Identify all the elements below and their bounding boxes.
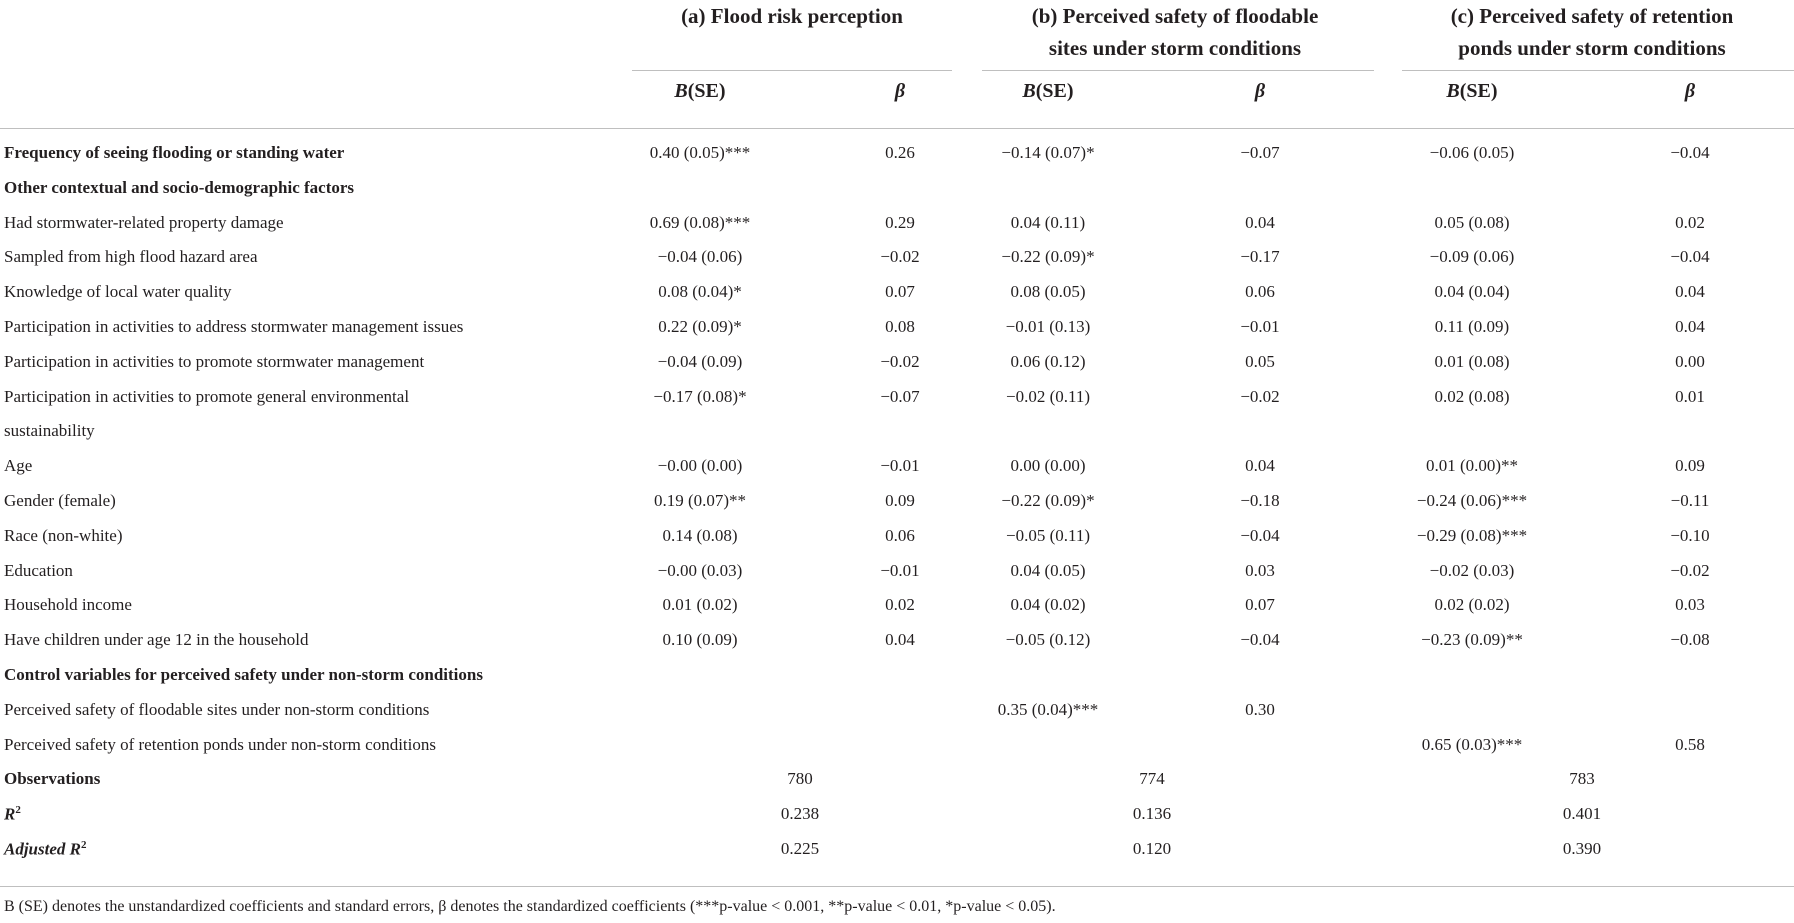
cell-c-coef: −0.09 (0.06) xyxy=(1429,247,1515,267)
cell-b-beta: 0.05 xyxy=(1245,351,1275,371)
row-label: Perceived safety of floodable sites under non-storm conditions xyxy=(4,699,430,719)
cell-b-beta: −0.07 xyxy=(1240,143,1280,162)
table-row xyxy=(0,450,1794,484)
group-header-b-line2: sites under storm conditions xyxy=(1048,36,1302,60)
cell-b-coef: −0.01 (0.13) xyxy=(1005,317,1091,336)
table-row xyxy=(0,624,1794,658)
cell-c-beta: −0.02 xyxy=(1670,560,1710,580)
row-label: Control variables for perceived safety under non-storm conditions xyxy=(4,665,483,684)
summary-row xyxy=(0,763,1794,797)
summary-b-value: 0.120 xyxy=(1132,839,1172,858)
subheader-b-c: B(SE) xyxy=(1446,80,1498,102)
cell-c-coef: −0.06 (0.05) xyxy=(1429,143,1515,162)
group-header-b-line1: (b) Perceived safety of floodable xyxy=(1031,4,1319,28)
summary-label xyxy=(4,839,87,860)
subheader-b-a: B(SE) xyxy=(674,80,726,102)
cell-c-beta: 0.01 xyxy=(1675,386,1705,406)
table-row xyxy=(0,694,1794,728)
cell-a-beta: 0.29 xyxy=(885,212,915,232)
summary-b-value: 0.136 xyxy=(1132,804,1172,824)
cell-b-coef: 0.04 (0.05) xyxy=(1010,560,1086,580)
cell-c-coef: −0.23 (0.09)** xyxy=(1421,630,1523,650)
cell-b-beta: 0.30 xyxy=(1245,699,1275,719)
cell-c-coef: 0.05 (0.08) xyxy=(1434,212,1510,232)
cell-c-beta: 0.03 xyxy=(1675,595,1705,615)
cell-b-coef: 0.08 (0.05) xyxy=(1010,282,1086,302)
summary-row xyxy=(0,833,1794,867)
row-label: Education xyxy=(4,560,73,580)
summary-b-value: 774 xyxy=(1139,769,1165,789)
table-row xyxy=(0,589,1794,623)
cell-b-beta: −0.04 xyxy=(1240,630,1280,650)
cell-c-beta: 0.00 xyxy=(1675,351,1705,371)
summary-a-value: 0.238 xyxy=(780,804,820,824)
subheader-beta-c: β xyxy=(1684,80,1696,102)
cell-c-beta: −0.10 xyxy=(1670,525,1710,545)
cell-a-beta: −0.01 xyxy=(880,456,920,476)
cell-a-coef: 0.22 (0.09)* xyxy=(658,317,742,336)
cell-a-coef: 0.19 (0.07)** xyxy=(653,491,747,510)
cell-b-coef: −0.14 (0.07)* xyxy=(1001,143,1095,162)
cell-a-coef: 0.14 (0.08) xyxy=(662,525,738,545)
table-bottom-rule xyxy=(0,886,1794,887)
table-row xyxy=(0,520,1794,554)
group-header-a-line1: (a) Flood risk perception xyxy=(681,4,903,28)
cell-c-coef: 0.11 (0.09) xyxy=(1434,317,1510,336)
summary-label-sup: 2 xyxy=(81,839,87,851)
cell-c-coef: 0.01 (0.00)** xyxy=(1425,456,1519,476)
subheader-b-b: B(SE) xyxy=(1022,80,1074,102)
cell-a-beta: 0.07 xyxy=(885,282,915,302)
cell-b-coef: −0.05 (0.11) xyxy=(1005,525,1091,545)
cell-b-coef: −0.22 (0.09)* xyxy=(1001,491,1095,510)
row-label: Participation in activities to address stormwater management issues xyxy=(4,317,464,336)
cell-c-beta: 0.58 xyxy=(1675,734,1705,754)
cell-b-coef: 0.06 (0.12) xyxy=(1010,351,1086,371)
cell-a-beta: 0.08 xyxy=(885,317,915,336)
cell-c-coef: 0.02 (0.08) xyxy=(1434,386,1510,406)
table-row xyxy=(0,241,1794,275)
table-row xyxy=(0,381,1794,415)
cell-c-coef: −0.02 (0.03) xyxy=(1429,560,1515,580)
table-row xyxy=(0,415,1794,449)
cell-b-beta: −0.04 xyxy=(1240,525,1280,545)
cell-a-coef: 0.40 (0.05)*** xyxy=(649,143,751,162)
cell-a-beta: 0.26 xyxy=(885,143,915,162)
cell-b-beta: −0.18 xyxy=(1240,491,1280,510)
summary-a-value: 0.225 xyxy=(780,839,820,858)
summary-label xyxy=(4,804,21,825)
table-row xyxy=(0,659,1794,693)
group-rule-c xyxy=(1402,70,1794,71)
group-header-b xyxy=(970,0,1380,64)
cell-a-coef: 0.01 (0.02) xyxy=(662,595,738,615)
cell-a-coef: −0.17 (0.08)* xyxy=(653,386,747,406)
subheader-beta-b: β xyxy=(1254,80,1266,102)
cell-a-beta: 0.04 xyxy=(885,630,915,650)
cell-b-beta: 0.04 xyxy=(1245,456,1275,476)
table-row xyxy=(0,311,1794,345)
summary-label-text: Observations xyxy=(4,769,101,789)
cell-a-beta: −0.01 xyxy=(880,560,920,580)
table-row xyxy=(0,207,1794,241)
group-header-a xyxy=(632,0,952,32)
cell-b-coef: 0.35 (0.04)*** xyxy=(997,699,1099,719)
cell-a-coef: −0.00 (0.00) xyxy=(657,456,743,476)
cell-c-coef: 0.01 (0.08) xyxy=(1434,351,1510,371)
row-label: Age xyxy=(4,456,33,476)
cell-a-coef: 0.08 (0.04)* xyxy=(658,282,742,302)
cell-c-coef: 0.04 (0.04) xyxy=(1434,282,1510,302)
table-row xyxy=(0,137,1794,171)
group-header-c-line1: (c) Perceived safety of retention xyxy=(1450,4,1734,28)
cell-a-beta: −0.02 xyxy=(880,247,920,267)
table-row xyxy=(0,172,1794,206)
row-label: Knowledge of local water quality xyxy=(4,282,232,302)
cell-a-coef: −0.04 (0.09) xyxy=(657,351,743,371)
table-footnote: B (SE) denotes the unstandardized coefficients and standard errors, β denotes the standardized coefficients (***p-value < 0.001, **p-value < 0.01, *p-value < 0.05). xyxy=(4,898,1056,915)
cell-c-beta: −0.04 xyxy=(1670,247,1710,267)
cell-b-beta: 0.03 xyxy=(1245,560,1275,580)
cell-c-beta: 0.04 xyxy=(1675,282,1705,302)
cell-a-coef: 0.10 (0.09) xyxy=(662,630,738,650)
cell-b-coef: −0.02 (0.11) xyxy=(1005,386,1091,406)
table-row xyxy=(0,346,1794,380)
cell-b-coef: 0.04 (0.02) xyxy=(1010,595,1086,615)
row-label: Have children under age 12 in the household xyxy=(4,630,309,650)
table-row xyxy=(0,729,1794,763)
row-label: Gender (female) xyxy=(4,491,116,510)
summary-label-text: Adjusted R xyxy=(4,839,81,859)
group-rule-a xyxy=(632,70,952,71)
cell-b-coef: −0.22 (0.09)* xyxy=(1001,247,1095,267)
cell-c-coef: −0.24 (0.06)*** xyxy=(1416,491,1528,510)
group-header-c xyxy=(1392,0,1792,64)
cell-c-coef: −0.29 (0.08)*** xyxy=(1416,525,1528,545)
row-label: Race (non-white) xyxy=(4,525,123,545)
table-row xyxy=(0,276,1794,310)
cell-c-beta: 0.09 xyxy=(1675,456,1705,476)
summary-c-value: 0.390 xyxy=(1562,839,1602,858)
summary-c-value: 783 xyxy=(1569,769,1595,789)
row-label: Household income xyxy=(4,595,132,615)
row-label: Had stormwater-related property damage xyxy=(4,212,284,232)
cell-c-beta: −0.04 xyxy=(1670,143,1710,162)
row-label: Perceived safety of retention ponds under non-storm conditions xyxy=(4,734,436,754)
cell-a-beta: −0.07 xyxy=(880,386,920,406)
summary-label-sup: 2 xyxy=(15,804,21,817)
cell-b-coef: −0.05 (0.12) xyxy=(1005,630,1091,650)
row-label: Participation in activities to promote stormwater management xyxy=(4,351,425,371)
row-label: Participation in activities to promote general environmental xyxy=(4,386,410,406)
summary-row xyxy=(0,798,1794,832)
cell-c-coef: 0.02 (0.02) xyxy=(1434,595,1510,615)
cell-b-beta: −0.17 xyxy=(1240,247,1280,267)
cell-a-coef: −0.04 (0.06) xyxy=(657,247,743,267)
row-label: Frequency of seeing flooding or standing water xyxy=(4,143,345,162)
cell-c-coef: 0.65 (0.03)*** xyxy=(1421,734,1523,754)
group-header-c-line2: ponds under storm conditions xyxy=(1458,36,1726,60)
cell-b-beta: 0.07 xyxy=(1245,595,1275,615)
summary-label xyxy=(4,769,100,789)
cell-a-coef: −0.00 (0.03) xyxy=(657,560,743,580)
subheader-beta-a: β xyxy=(894,80,906,102)
table-row xyxy=(0,485,1794,519)
table-row xyxy=(0,555,1794,589)
row-label: sustainability xyxy=(4,421,95,441)
group-rule-b xyxy=(982,70,1374,71)
cell-b-beta: −0.02 xyxy=(1240,386,1280,406)
cell-b-beta: 0.04 xyxy=(1245,212,1275,232)
summary-label-text: R xyxy=(4,804,16,824)
row-label: Sampled from high flood hazard area xyxy=(4,247,258,267)
header-rule xyxy=(0,128,1794,129)
cell-b-beta: 0.06 xyxy=(1245,282,1275,302)
cell-a-coef: 0.69 (0.08)*** xyxy=(649,212,751,232)
cell-a-beta: 0.02 xyxy=(885,595,915,615)
row-label: Other contextual and socio-demographic factors xyxy=(4,177,355,197)
cell-c-beta: 0.02 xyxy=(1675,212,1705,232)
summary-c-value: 0.401 xyxy=(1562,804,1602,824)
cell-c-beta: −0.08 xyxy=(1670,630,1710,650)
cell-a-beta: 0.09 xyxy=(885,491,915,510)
cell-b-beta: −0.01 xyxy=(1240,317,1280,336)
cell-b-coef: 0.00 (0.00) xyxy=(1010,456,1086,476)
cell-c-beta: 0.04 xyxy=(1675,317,1705,336)
cell-c-beta: −0.11 xyxy=(1670,491,1710,510)
cell-a-beta: 0.06 xyxy=(885,525,915,545)
summary-a-value: 780 xyxy=(787,769,813,789)
cell-b-coef: 0.04 (0.11) xyxy=(1010,212,1086,232)
cell-a-beta: −0.02 xyxy=(880,351,920,371)
